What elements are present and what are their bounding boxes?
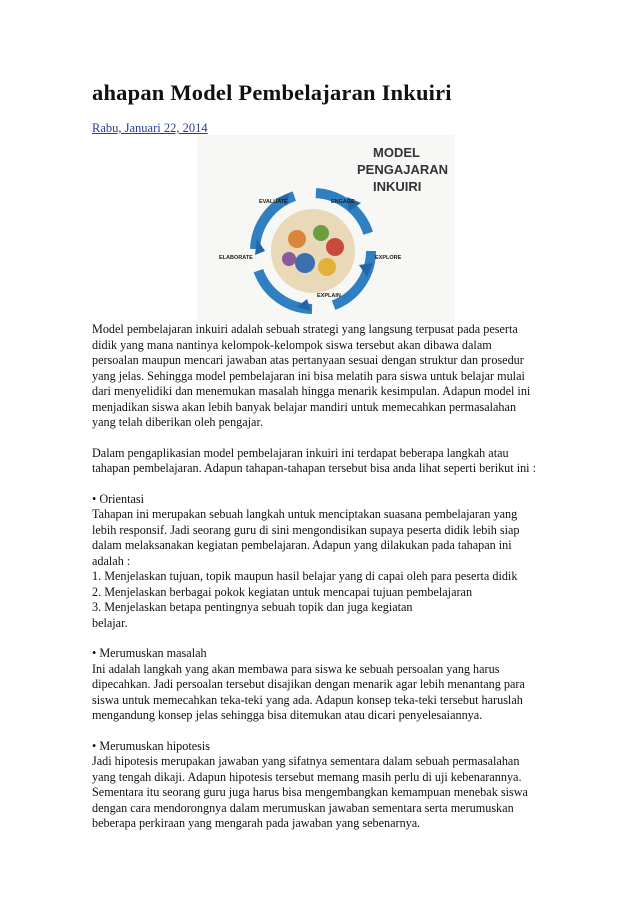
text-line: dengan cara mendorongnya dalam merumuskan jawaban sementara serta merumuskan	[92, 800, 514, 815]
paragraph-steps-intro	[92, 446, 592, 477]
paragraph-intro	[92, 322, 592, 431]
text-line: belajar.	[92, 615, 128, 630]
text-line: Model pembelajaran inkuiri adalah sebuah strategi yang langsung terpusat pada peserta	[92, 322, 518, 336]
text-line: Tahapan ini merupakan sebuah langkah untuk menciptakan suasana pembelajaran yang	[92, 507, 518, 521]
text-line: dari menyelidiki dan menemukan masalah hingga menarik kesimpulan. Adapun model ini	[92, 384, 531, 398]
stage-label-explore: EXPLORE	[375, 255, 402, 261]
photo-figure	[288, 230, 306, 248]
photo-figure	[313, 225, 329, 241]
text-line: tahapan pembelajaran. Adapun tahapan-tahapan tersebut bisa anda lihat seperti berikut ini :	[92, 461, 536, 475]
section-merumuskan-hipotesis	[92, 739, 592, 832]
students-photo	[271, 209, 355, 293]
text-line: yang tengah dikaji. Adapun hipotesis tersebut memang masih perlu di uji kebenarannya.	[92, 769, 522, 784]
text-line: mengandung konsep jelas sehingga bisa ditemukan atau dicari penyelesaiannya.	[92, 708, 483, 722]
text-line: persoalan maupun mencari jawaban atas pertanyaan sesuai dengan struktur dan prosedur	[92, 353, 524, 367]
text-line: yang jelas. Sehingga model pembelajaran ini bisa melatih para siswa untuk belajar mulai	[92, 368, 525, 383]
stage-label-elaborate: ELABORATE	[219, 255, 253, 261]
stage-label-engage: ENGAGE	[331, 199, 355, 205]
text-line: siswa untuk memecahkan teka-teki yang ada. Adapun konsep teka-teki tersebut haruslah	[92, 692, 523, 707]
stage-label-evaluate: EVALUATE	[259, 199, 288, 205]
section-orientasi	[92, 492, 592, 632]
text-line: Sementara itu seorang guru juga harus bisa mengembangkan kemampuan menebak siswa	[92, 785, 528, 799]
text-line: yang telah diberikan oleh pengajar.	[92, 415, 263, 429]
diagram-heading-line-3: INKUIRI	[373, 179, 422, 194]
text-line: adalah :	[92, 553, 131, 568]
diagram-heading-line-1: MODEL	[373, 145, 420, 160]
stage-label-explain: EXPLAIN	[317, 293, 341, 299]
diagram-heading-line-2: PENGAJARAN	[357, 162, 449, 177]
inquiry-model-diagram	[197, 135, 455, 323]
text-line: beberapa perkiraan yang mengarah pada jawaban yang sebenarnya.	[92, 816, 421, 830]
article-body	[92, 322, 592, 832]
photo-figure	[282, 252, 296, 266]
photo-figure	[295, 253, 315, 273]
text-line: dipecahkan. Jadi persoalan tersebut disajikan dengan menarik agar lebih menantang para	[92, 677, 525, 691]
section-heading: • Merumuskan masalah	[92, 646, 207, 660]
list-item: 1. Menjelaskan tujuan, topik maupun hasil belajar yang di capai oleh para peserta didik	[92, 569, 518, 583]
section-heading: • Merumuskan hipotesis	[92, 738, 211, 753]
text-line: Dalam pengaplikasian model pembelajaran inkuiri ini terdapat beberapa langkah atau	[92, 445, 509, 460]
post-date-link[interactable]: Rabu, Januari 22, 2014	[92, 121, 208, 135]
photo-figure	[318, 258, 336, 276]
list-item: 2. Menjelaskan berbagai pokok kegiatan untuk mencapai tujuan pembelajaran	[92, 584, 473, 599]
text-line: Jadi hipotesis merupakan jawaban yang sifatnya sementara dalam sebuah permasalahan	[92, 754, 520, 768]
text-line: lebih responsif. Jadi seorang guru di sini mengondisikan supaya peserta didik lebih siap	[92, 522, 520, 537]
text-line: dalam melaksanakan kegiatan pembelajaran. Adapun yang dilakukan pada tahapan ini	[92, 538, 512, 552]
text-line: menjadikan siswa akan lebih banyak belajar mandiri untuk memecahkan permasalahan	[92, 399, 517, 414]
section-merumuskan-masalah	[92, 646, 592, 724]
page-title: ahapan Model Pembelajaran Inkuiri	[92, 80, 452, 105]
section-heading: • Orientasi	[92, 491, 144, 506]
photo-figure	[326, 238, 344, 256]
list-item: 3. Menjelaskan betapa pentingnya sebuah topik dan juga kegiatan	[92, 600, 413, 614]
text-line: didik yang mana nantinya kelompok-kelompok siswa tersebut akan dibawa dalam	[92, 337, 492, 352]
text-line: Ini adalah langkah yang akan membawa para siswa ke sebuah persoalan yang harus	[92, 661, 500, 676]
